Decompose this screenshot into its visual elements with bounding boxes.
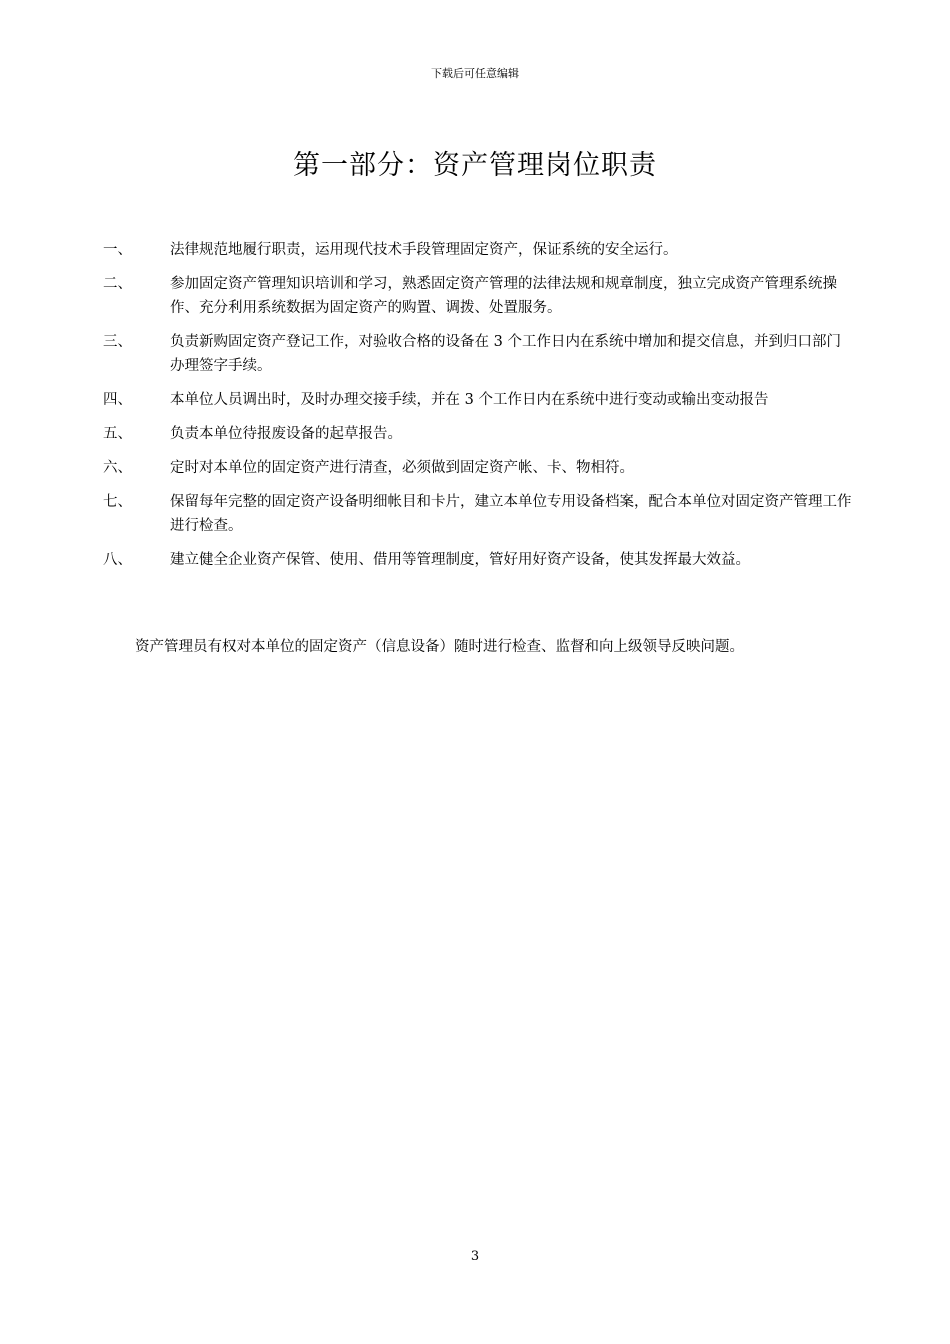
list-item-number: 四、 xyxy=(103,392,132,408)
list-item xyxy=(103,330,853,378)
list-item xyxy=(103,272,853,320)
list-item xyxy=(103,388,853,412)
header-note: 下载后可任意编辑 xyxy=(431,67,519,80)
list-item-number: 五、 xyxy=(103,426,132,442)
list-item xyxy=(103,548,853,572)
list-item-text: 参加固定资产管理知识培训和学习，熟悉固定资产管理的法律法规和规章制度，独立完成资产管理系统操作、充分利用系统数据为固定资产的购置、调拨、处置服务。 xyxy=(170,276,837,316)
list-item-number: 七、 xyxy=(103,494,132,510)
list-item-text: 定时对本单位的固定资产进行清查，必须做到固定资产帐、卡、物相符。 xyxy=(170,460,634,476)
list-item xyxy=(103,490,853,538)
list-item-number: 三、 xyxy=(103,334,132,350)
list-item xyxy=(103,456,853,480)
list-item-text: 本单位人员调出时，及时办理交接手续，并在 3 个工作日内在系统中进行变动或输出变动报告 xyxy=(170,392,769,408)
list-item-text: 建立健全企业资产保管、使用、借用等管理制度，管好用好资产设备，使其发挥最大效益。 xyxy=(170,552,750,568)
list-item-number: 六、 xyxy=(103,460,132,476)
list-item xyxy=(103,422,853,446)
list-item xyxy=(103,238,853,262)
closing-paragraph: 资产管理员有权对本单位的固定资产（信息设备）随时进行检查、监督和向上级领导反映问题。 xyxy=(135,639,744,655)
list-item-number: 八、 xyxy=(103,552,132,568)
page-number: 3 xyxy=(470,1249,480,1264)
list-item-text: 负责本单位待报废设备的起草报告。 xyxy=(170,426,402,442)
duty-list xyxy=(103,238,853,582)
list-item-text: 负责新购固定资产登记工作，对验收合格的设备在 3 个工作日内在系统中增加和提交信息，并到归口部门办理签字手续。 xyxy=(170,334,841,374)
list-item-text: 保留每年完整的固定资产设备明细帐目和卡片，建立本单位专用设备档案，配合本单位对固定资产管理工作进行检查。 xyxy=(170,494,852,534)
list-item-number: 一、 xyxy=(103,242,132,258)
list-item-text: 法律规范地履行职责，运用现代技术手段管理固定资产，保证系统的安全运行。 xyxy=(170,242,678,258)
page-title: 第一部分：资产管理岗位职责 xyxy=(293,150,657,182)
list-item-number: 二、 xyxy=(103,276,132,292)
